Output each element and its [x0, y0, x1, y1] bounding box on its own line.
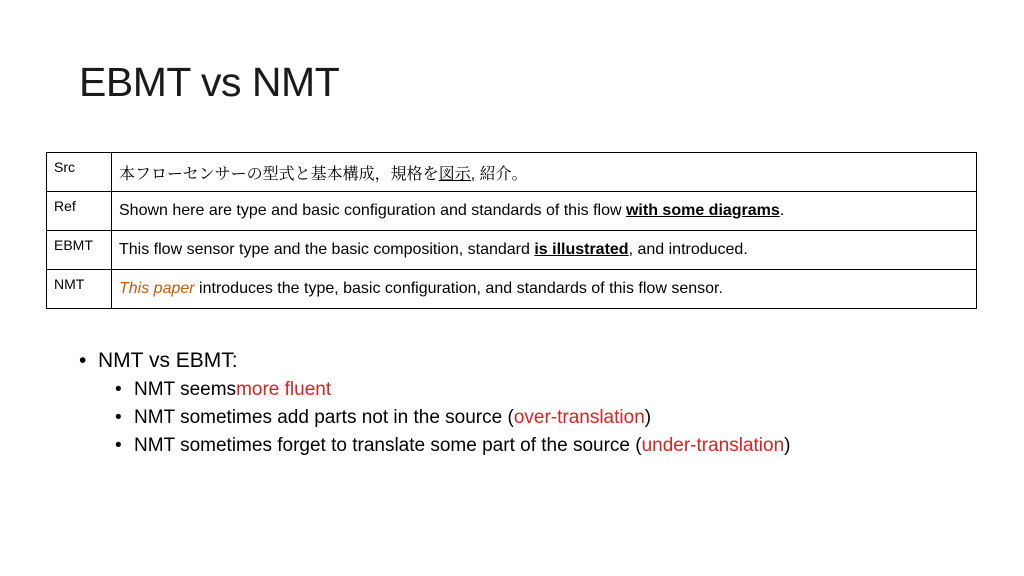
sub-bullet-text-post: )	[644, 407, 652, 428]
sub-bullet-text: NMT seems	[134, 379, 237, 400]
nmt-text-post: introduces the type, basic configuration, and standards of this flow sensor.	[194, 280, 723, 297]
sub-bullet-3	[115, 432, 791, 460]
sub-bullet-2	[115, 404, 791, 432]
nmt-text-italic: This paper	[119, 280, 195, 297]
sub-bullet-1	[115, 376, 791, 404]
row-label-ebmt: EBMT	[47, 231, 112, 270]
slide-title: EBMT vs NMT	[79, 59, 340, 105]
table-row-ebmt	[47, 231, 977, 270]
sub-bullet-highlight: more fluent	[236, 379, 332, 400]
ref-text-pre: Shown here are type and basic configuration and standards of this flow	[119, 202, 626, 219]
bullet-main-text: NMT vs EBMT:	[98, 349, 238, 372]
ref-text-bold: with some diagrams	[625, 202, 780, 219]
row-text-nmt	[112, 270, 977, 309]
sub-bullet-text-post: )	[784, 435, 791, 456]
bullet-icon: •	[115, 407, 122, 428]
src-text-post: 紹介。	[475, 165, 528, 183]
ebmt-text-post: , and introduced.	[628, 241, 748, 258]
table-row-ref	[47, 192, 977, 231]
bullet-icon: •	[79, 349, 87, 372]
row-label-src: Src	[47, 153, 112, 192]
row-label-nmt: NMT	[47, 270, 112, 309]
src-text-underlined: 図示,	[438, 165, 476, 183]
row-text-ref	[112, 192, 977, 231]
bullet-icon: •	[115, 435, 122, 456]
table-row-src	[47, 153, 977, 192]
sub-bullet-highlight: over-translation	[513, 407, 645, 428]
comparison-table	[46, 152, 977, 309]
ref-text-post: .	[779, 202, 785, 219]
bullet-list	[79, 346, 791, 460]
row-text-ebmt	[112, 231, 977, 270]
ebmt-text-pre: This flow sensor type and the basic composition, standard	[119, 241, 535, 258]
row-label-ref: Ref	[47, 192, 112, 231]
table-row-nmt	[47, 270, 977, 309]
sub-bullet-highlight: under-translation	[641, 435, 785, 456]
bullet-main	[79, 346, 791, 376]
sub-bullet-text: NMT sometimes forget to translate some part of the source (	[134, 435, 642, 456]
src-text-pre: 本フローセンサーの型式と基本構成，規格を	[119, 165, 439, 183]
ebmt-text-bold: is illustrated	[534, 241, 629, 258]
bullet-icon: •	[115, 379, 122, 400]
row-text-src	[112, 153, 977, 192]
sub-bullet-text: NMT sometimes add parts not in the source (	[134, 407, 514, 428]
